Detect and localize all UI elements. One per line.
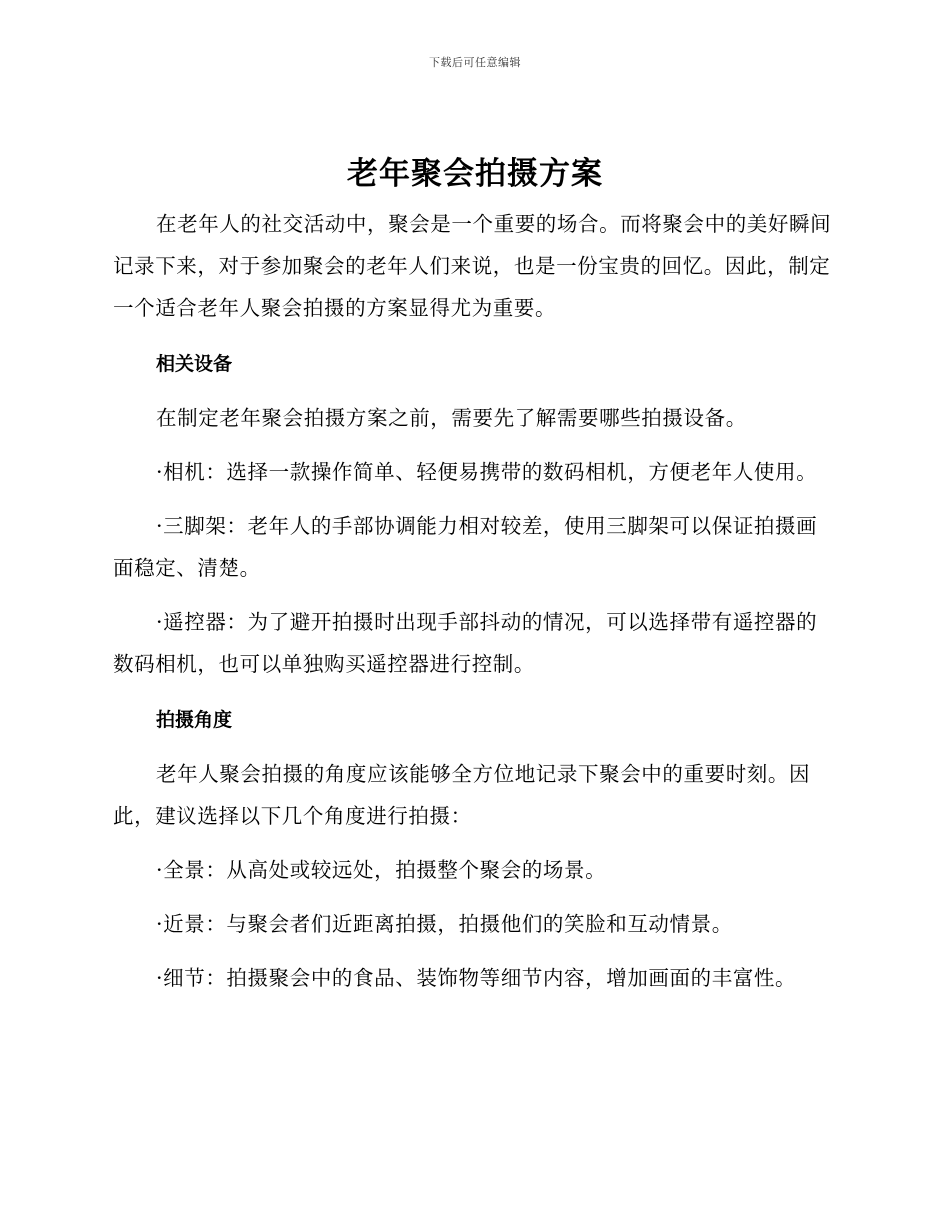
equipment-item-remote: ·遥控器：为了避开拍摄时出现手部抖动的情况，可以选择带有遥控器的数码相机，也可以单独购买遥控器进行控制。 [113, 610, 818, 676]
angle-item-detail: ·细节：拍摄聚会中的食品、装饰物等细节内容，增加画面的丰富性。 [156, 966, 797, 990]
angle-item-closeup: ·近景：与聚会者们近距离拍摄，拍摄他们的笑脸和互动情景。 [156, 912, 733, 936]
section-heading-equipment: 相关设备 [156, 353, 233, 375]
equipment-lead-paragraph: 在制定老年聚会拍摄方案之前，需要先了解需要哪些拍摄设备。 [156, 406, 747, 430]
equipment-item-camera: ·相机：选择一款操作简单、轻便易携带的数码相机，方便老年人使用。 [156, 460, 818, 484]
intro-paragraph: 在老年人的社交活动中，聚会是一个重要的场合。而将聚会中的美好瞬间记录下来，对于参加聚会的老年人们来说，也是一份宝贵的回忆。因此，制定一个适合老年人聚会拍摄的方案显得尤为重要。 [113, 212, 832, 320]
equipment-item-tripod: ·三脚架：老年人的手部协调能力相对较差，使用三脚架可以保证拍摄画面稳定、清楚。 [113, 514, 818, 580]
document-title: 老年聚会拍摄方案 [347, 156, 603, 192]
angle-lead-paragraph: 老年人聚会拍摄的角度应该能够全方位地记录下聚会中的重要时刻。因此，建议选择以下几个角度进行拍摄： [113, 762, 811, 828]
document-body [113, 203, 833, 999]
angle-item-panorama: ·全景：从高处或较远处，拍摄整个聚会的场景。 [156, 858, 607, 882]
header-note: 下载后可任意编辑 [429, 56, 521, 69]
section-heading-angle: 拍摄角度 [156, 709, 233, 731]
